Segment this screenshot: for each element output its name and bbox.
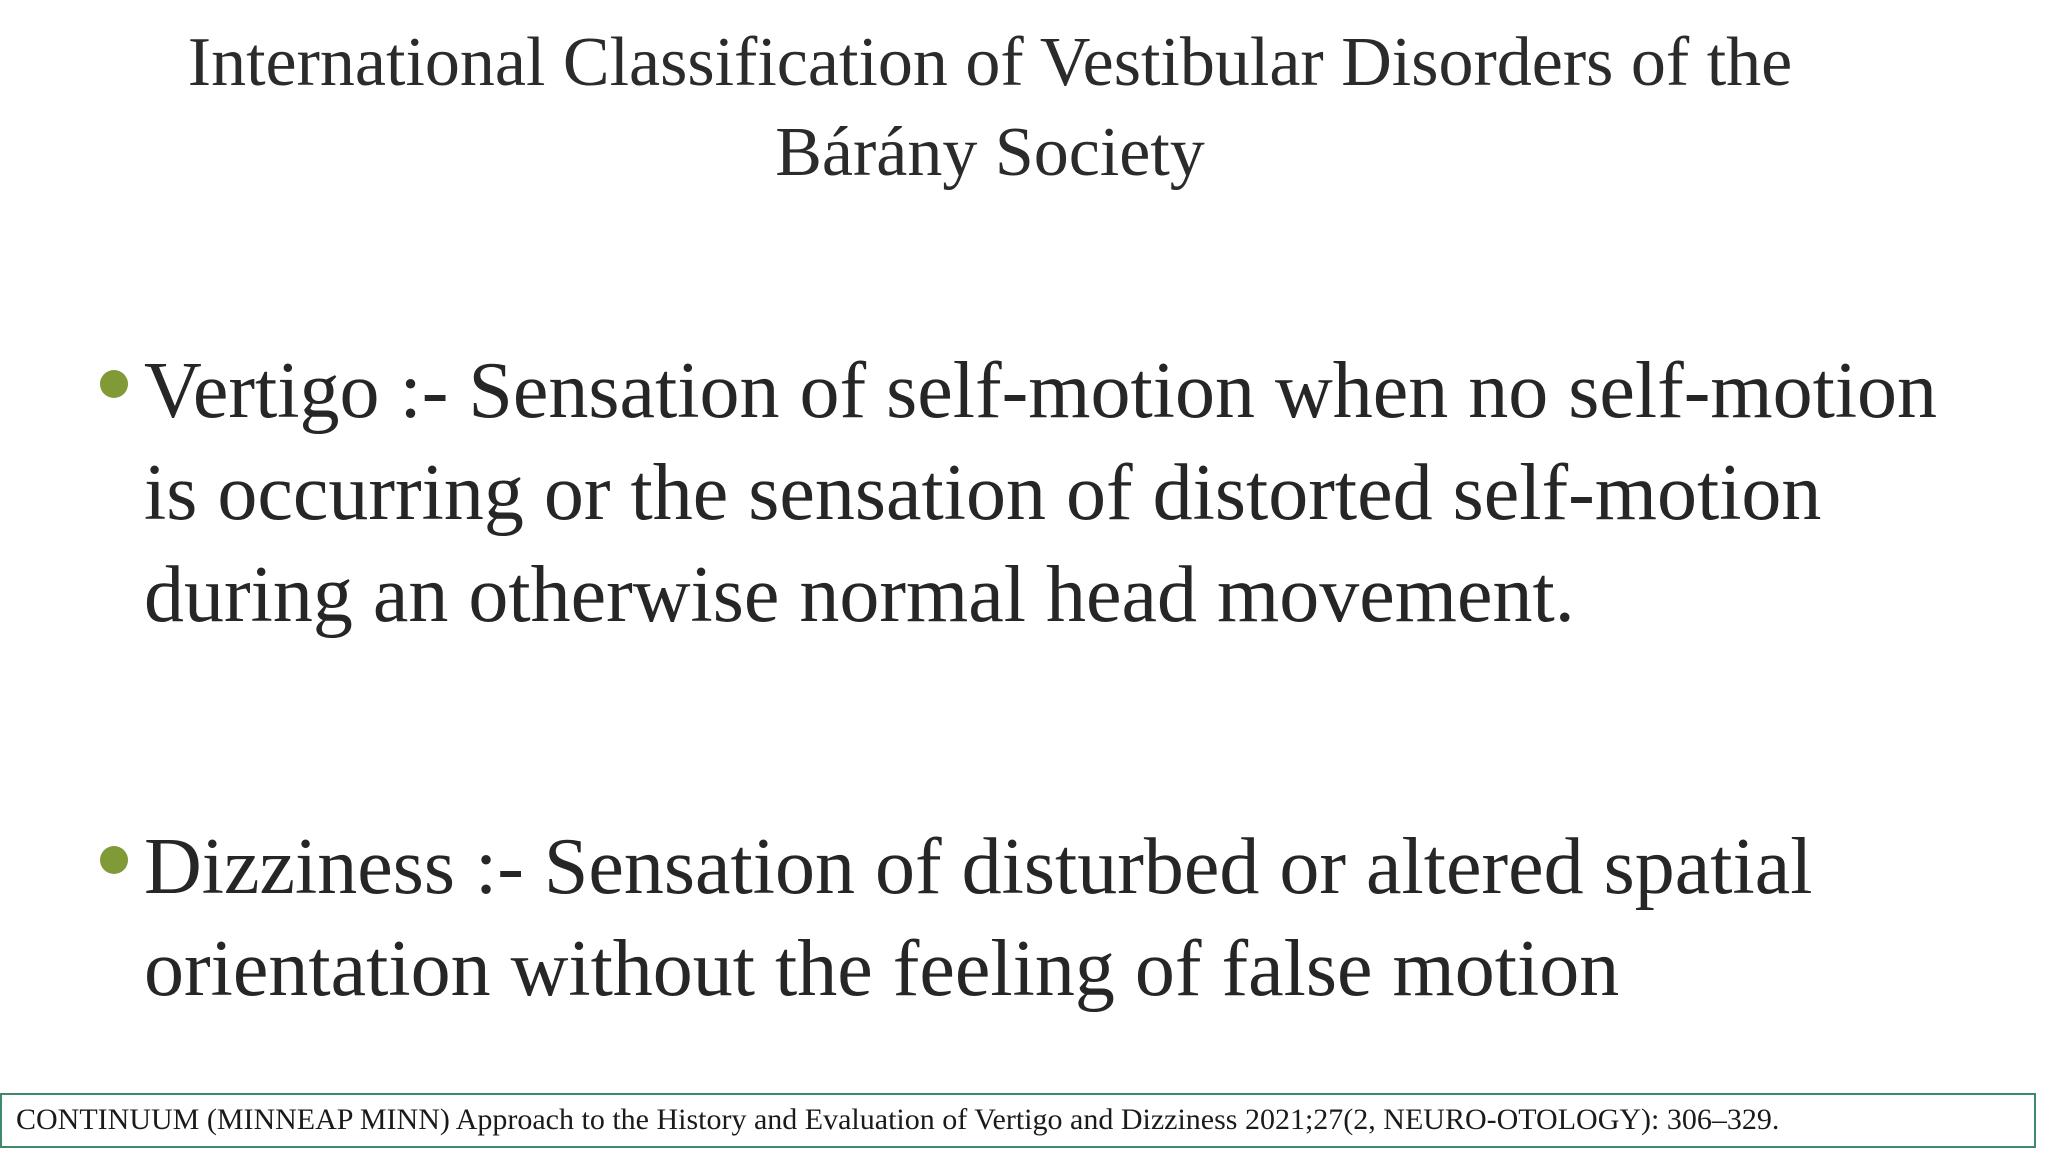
title-line-1: International Classification of Vestibular Disorders of the (187, 24, 1793, 101)
bullet-dot-icon (100, 846, 128, 874)
citation-box (0, 1093, 2036, 1148)
title-line-2: Bárány Society (775, 114, 1205, 191)
bullet-vertigo-text: Vertigo :- Sensation of self-motion when no self-motion is occurring or the sensation of distorted self-motion during an otherwise normal head movement. (144, 347, 1938, 639)
bullet-list (100, 340, 1980, 1020)
slide-title (60, 18, 1920, 198)
bullet-dizziness-text: Dizziness :- Sensation of disturbed or altered spatial orientation without the feeling of false motion (144, 823, 1813, 1013)
bullet-dizziness (100, 816, 1980, 1020)
bullet-vertigo (100, 340, 1980, 646)
bullet-dot-icon (100, 370, 128, 398)
citation-text: CONTINUUM (MINNEAP MINN) Approach to the History and Evaluation of Vertigo and Dizziness 2021;27(2, NEURO-OTOLOGY): 306–329. (16, 1103, 1780, 1136)
